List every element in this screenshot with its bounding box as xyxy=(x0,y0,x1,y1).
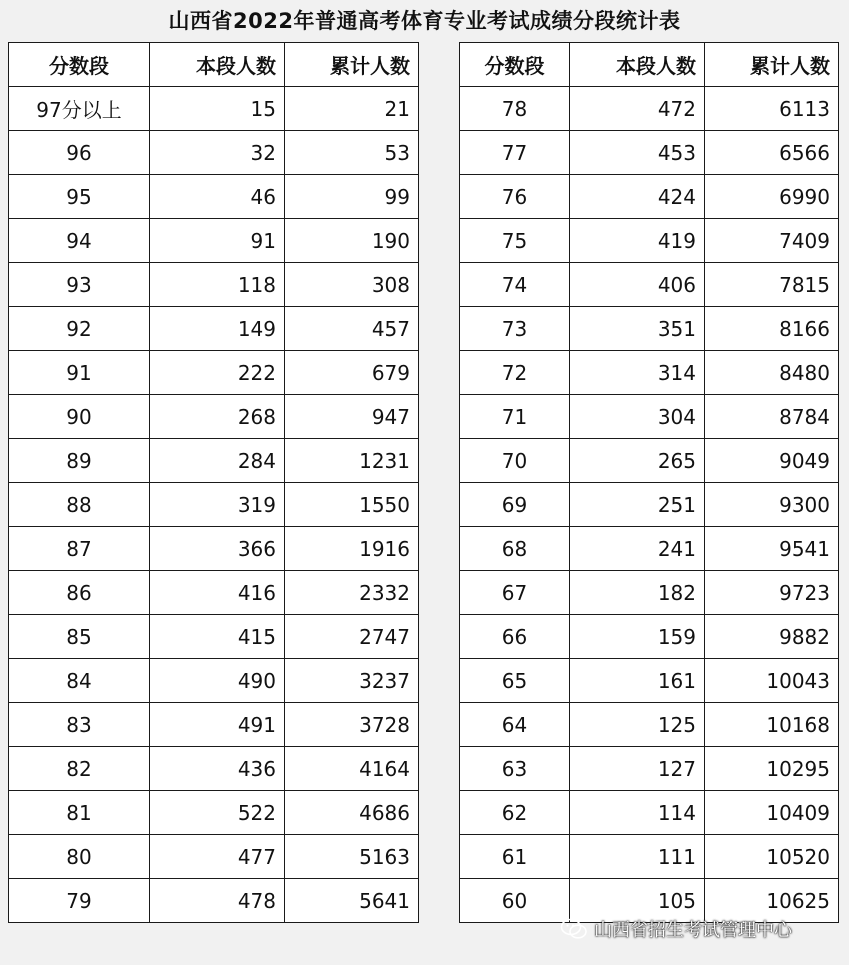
cell-score: 66 xyxy=(460,615,570,659)
page-title: 山西省2022年普通高考体育专业考试成绩分段统计表 xyxy=(168,9,681,33)
table-row xyxy=(9,747,419,791)
header-score: 分数段 xyxy=(9,43,150,87)
table-row xyxy=(9,659,419,703)
table-row xyxy=(9,835,419,879)
table-row xyxy=(9,791,419,835)
table-row xyxy=(9,879,419,923)
table-row xyxy=(460,835,839,879)
cell-score: 67 xyxy=(460,571,570,615)
cell-score: 87 xyxy=(9,527,150,571)
cell-cumulative: 5641 xyxy=(285,879,419,923)
table-row xyxy=(9,615,419,659)
cell-count: 105 xyxy=(570,879,705,923)
cell-score: 78 xyxy=(460,87,570,131)
header-cumulative: 累计人数 xyxy=(705,43,839,87)
table-row xyxy=(9,351,419,395)
cell-cumulative: 6990 xyxy=(705,175,839,219)
cell-count: 118 xyxy=(150,263,285,307)
cell-count: 159 xyxy=(570,615,705,659)
cell-score: 83 xyxy=(9,703,150,747)
table-row xyxy=(460,747,839,791)
cell-count: 424 xyxy=(570,175,705,219)
cell-count: 15 xyxy=(150,87,285,131)
cell-score: 61 xyxy=(460,835,570,879)
cell-count: 491 xyxy=(150,703,285,747)
cell-count: 472 xyxy=(570,87,705,131)
cell-cumulative: 1550 xyxy=(285,483,419,527)
cell-cumulative: 10409 xyxy=(705,791,839,835)
cell-count: 490 xyxy=(150,659,285,703)
cell-cumulative: 3237 xyxy=(285,659,419,703)
cell-cumulative: 9882 xyxy=(705,615,839,659)
table-row xyxy=(9,219,419,263)
cell-cumulative: 190 xyxy=(285,219,419,263)
cell-score: 91 xyxy=(9,351,150,395)
table-row xyxy=(9,175,419,219)
table-row xyxy=(9,395,419,439)
cell-count: 351 xyxy=(570,307,705,351)
cell-cumulative: 10043 xyxy=(705,659,839,703)
cell-cumulative: 53 xyxy=(285,131,419,175)
table-row xyxy=(460,351,839,395)
cell-score: 65 xyxy=(460,659,570,703)
cell-cumulative: 10625 xyxy=(705,879,839,923)
table-row xyxy=(460,483,839,527)
cell-cumulative: 308 xyxy=(285,263,419,307)
cell-score: 86 xyxy=(9,571,150,615)
cell-score: 88 xyxy=(9,483,150,527)
cell-count: 406 xyxy=(570,263,705,307)
cell-count: 304 xyxy=(570,395,705,439)
cell-cumulative: 4164 xyxy=(285,747,419,791)
cell-score: 79 xyxy=(9,879,150,923)
table-row xyxy=(9,307,419,351)
cell-cumulative: 2747 xyxy=(285,615,419,659)
cell-score: 97分以上 xyxy=(9,87,150,131)
cell-score: 75 xyxy=(460,219,570,263)
cell-cumulative: 8480 xyxy=(705,351,839,395)
table-row xyxy=(460,131,839,175)
cell-cumulative: 10520 xyxy=(705,835,839,879)
cell-cumulative: 9541 xyxy=(705,527,839,571)
cell-count: 436 xyxy=(150,747,285,791)
table-row xyxy=(460,791,839,835)
cell-cumulative: 9723 xyxy=(705,571,839,615)
table-row xyxy=(460,307,839,351)
cell-cumulative: 1231 xyxy=(285,439,419,483)
table-row xyxy=(460,703,839,747)
cell-score: 94 xyxy=(9,219,150,263)
cell-count: 416 xyxy=(150,571,285,615)
table-row xyxy=(460,615,839,659)
cell-cumulative: 6113 xyxy=(705,87,839,131)
cell-count: 477 xyxy=(150,835,285,879)
table-row xyxy=(9,131,419,175)
cell-count: 284 xyxy=(150,439,285,483)
table-row xyxy=(460,87,839,131)
cell-score: 72 xyxy=(460,351,570,395)
cell-cumulative: 6566 xyxy=(705,131,839,175)
table-row xyxy=(9,87,419,131)
cell-score: 68 xyxy=(460,527,570,571)
table-header-row xyxy=(9,43,419,87)
cell-cumulative: 4686 xyxy=(285,791,419,835)
cell-count: 478 xyxy=(150,879,285,923)
table-row xyxy=(9,703,419,747)
cell-count: 419 xyxy=(570,219,705,263)
table-row xyxy=(460,527,839,571)
cell-cumulative: 457 xyxy=(285,307,419,351)
cell-score: 74 xyxy=(460,263,570,307)
header-count: 本段人数 xyxy=(150,43,285,87)
table-row xyxy=(460,439,839,483)
cell-cumulative: 8784 xyxy=(705,395,839,439)
cell-cumulative: 99 xyxy=(285,175,419,219)
cell-cumulative: 7409 xyxy=(705,219,839,263)
cell-score: 63 xyxy=(460,747,570,791)
table-header-row xyxy=(460,43,839,87)
cell-score: 77 xyxy=(460,131,570,175)
watermark xyxy=(560,914,792,944)
cell-count: 314 xyxy=(570,351,705,395)
score-table-right xyxy=(459,42,839,923)
cell-score: 64 xyxy=(460,703,570,747)
cell-cumulative: 9049 xyxy=(705,439,839,483)
table-row xyxy=(460,219,839,263)
cell-score: 96 xyxy=(9,131,150,175)
cell-cumulative: 5163 xyxy=(285,835,419,879)
cell-count: 319 xyxy=(150,483,285,527)
cell-score: 80 xyxy=(9,835,150,879)
cell-cumulative: 8166 xyxy=(705,307,839,351)
cell-score: 70 xyxy=(460,439,570,483)
cell-cumulative: 947 xyxy=(285,395,419,439)
cell-cumulative: 7815 xyxy=(705,263,839,307)
cell-score: 93 xyxy=(9,263,150,307)
cell-score: 84 xyxy=(9,659,150,703)
cell-cumulative: 9300 xyxy=(705,483,839,527)
cell-count: 222 xyxy=(150,351,285,395)
cell-count: 32 xyxy=(150,131,285,175)
cell-score: 90 xyxy=(9,395,150,439)
table-row xyxy=(9,527,419,571)
table-row xyxy=(9,439,419,483)
table-row xyxy=(460,263,839,307)
table-row xyxy=(460,395,839,439)
table-row xyxy=(460,659,839,703)
table-row xyxy=(9,263,419,307)
table-row xyxy=(460,175,839,219)
cell-count: 114 xyxy=(570,791,705,835)
cell-count: 415 xyxy=(150,615,285,659)
cell-count: 161 xyxy=(570,659,705,703)
cell-count: 241 xyxy=(570,527,705,571)
watermark-text: 山西省招生考试管理中心 xyxy=(594,920,792,941)
cell-score: 81 xyxy=(9,791,150,835)
cell-count: 111 xyxy=(570,835,705,879)
cell-score: 92 xyxy=(9,307,150,351)
score-table-left xyxy=(8,42,419,923)
cell-count: 91 xyxy=(150,219,285,263)
cell-count: 127 xyxy=(570,747,705,791)
cell-score: 95 xyxy=(9,175,150,219)
table-row xyxy=(9,483,419,527)
header-count: 本段人数 xyxy=(570,43,705,87)
cell-cumulative: 10168 xyxy=(705,703,839,747)
header-score: 分数段 xyxy=(460,43,570,87)
cell-cumulative: 2332 xyxy=(285,571,419,615)
cell-count: 251 xyxy=(570,483,705,527)
cell-score: 76 xyxy=(460,175,570,219)
cell-score: 60 xyxy=(460,879,570,923)
cell-count: 522 xyxy=(150,791,285,835)
cell-score: 85 xyxy=(9,615,150,659)
cell-count: 265 xyxy=(570,439,705,483)
cell-cumulative: 21 xyxy=(285,87,419,131)
cell-cumulative: 679 xyxy=(285,351,419,395)
cell-score: 69 xyxy=(460,483,570,527)
cell-score: 62 xyxy=(460,791,570,835)
cell-score: 89 xyxy=(9,439,150,483)
header-cumulative: 累计人数 xyxy=(285,43,419,87)
cell-cumulative: 1916 xyxy=(285,527,419,571)
cell-count: 46 xyxy=(150,175,285,219)
cell-count: 366 xyxy=(150,527,285,571)
cell-score: 73 xyxy=(460,307,570,351)
table-row xyxy=(9,571,419,615)
cell-score: 71 xyxy=(460,395,570,439)
cell-count: 453 xyxy=(570,131,705,175)
cell-count: 268 xyxy=(150,395,285,439)
cell-count: 149 xyxy=(150,307,285,351)
cell-score: 82 xyxy=(9,747,150,791)
cell-count: 182 xyxy=(570,571,705,615)
cell-count: 125 xyxy=(570,703,705,747)
cell-cumulative: 10295 xyxy=(705,747,839,791)
wechat-icon xyxy=(560,918,588,940)
table-row xyxy=(460,571,839,615)
cell-cumulative: 3728 xyxy=(285,703,419,747)
